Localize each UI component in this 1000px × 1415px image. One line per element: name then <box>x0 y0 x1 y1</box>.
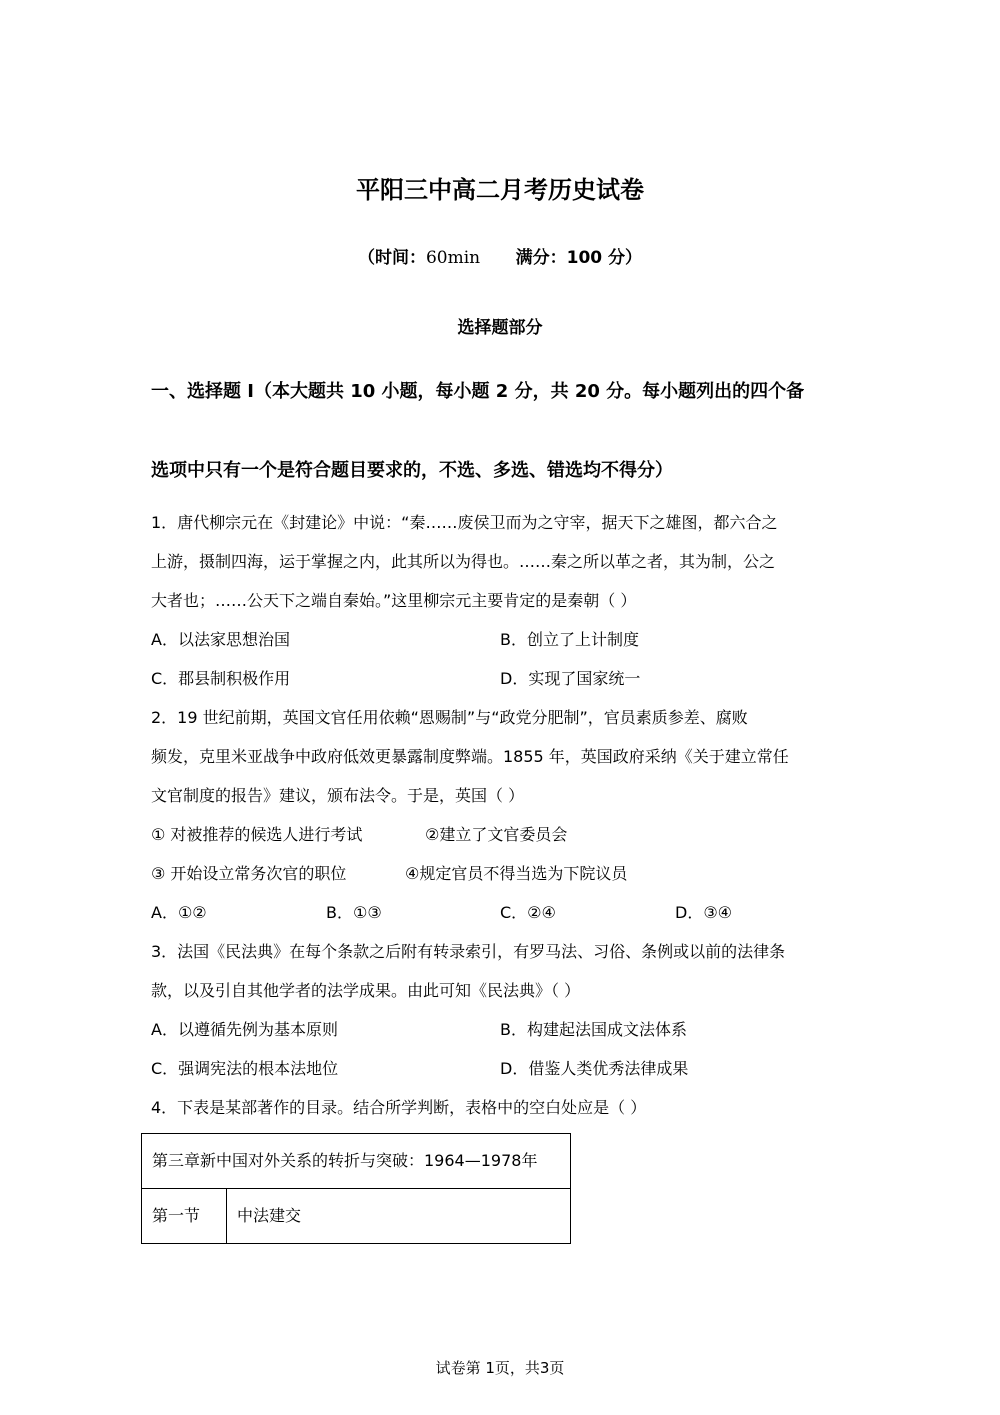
q2-option-c: C．②④ <box>500 903 556 922</box>
q2-line-2: 频发，克里米亚战争中政府低效更暴露制度弊端。1855 年，英国政府采纳《关于建立常任 <box>151 747 789 766</box>
full-score: 满分：100 分） <box>515 248 643 268</box>
time-value: 60min <box>425 248 481 268</box>
q3-option-a: A．以遵循先例为基本原则 <box>151 1020 338 1039</box>
table-row <box>142 1189 571 1244</box>
q1-option-b: B．创立了上计制度 <box>500 630 639 649</box>
q2-statement-3: ③ 开始设立常务次官的职位 <box>151 864 347 883</box>
table-of-contents <box>141 1133 571 1244</box>
exam-meta <box>0 243 1000 268</box>
q2-line-1: 2．19 世纪前期，英国文官任用依赖“恩赐制”与“政党分肥制”，官员素质参差、腐败 <box>151 708 748 727</box>
q2-statement-2: ②建立了文官委员会 <box>425 825 568 844</box>
table-row <box>142 1134 571 1189</box>
instruction-line-2: 选项中只有一个是符合题目要求的，不选、多选、错选均不得分） <box>151 460 673 481</box>
q3-option-c: C．强调宪法的根本法地位 <box>151 1059 339 1078</box>
time-label: （时间： <box>357 248 426 268</box>
q3-line-1: 3．法国《民法典》在每个条款之后附有转录索引，有罗马法、习俗、条例或以前的法律条 <box>151 942 786 961</box>
q2-option-d: D．③④ <box>675 903 733 922</box>
q2-statement-1: ① 对被推荐的候选人进行考试 <box>151 825 363 844</box>
chapter-cell: 第三章新中国对外关系的转折与突破：1964—1978年 <box>142 1134 571 1189</box>
q1-option-a: A．以法家思想治国 <box>151 630 290 649</box>
content-cell: 中法建交 <box>227 1189 571 1244</box>
q1-option-c: C．郡县制积极作用 <box>151 669 291 688</box>
exam-title: 平阳三中高二月考历史试卷 <box>356 176 644 204</box>
section-title: 选择题部分 <box>457 318 543 338</box>
q4-line-1: 4．下表是某部著作的目录。结合所学判断，表格中的空白处应是（ ） <box>151 1098 647 1117</box>
q2-statement-4: ④规定官员不得当选为下院议员 <box>405 864 628 883</box>
section-cell: 第一节 <box>142 1189 227 1244</box>
q2-line-3: 文官制度的报告》建议，颁布法令。于是，英国（ ） <box>151 786 525 805</box>
q1-line-1: 1．唐代柳宗元在《封建论》中说：“秦……废侯卫而为之守宰，据天下之雄图，都六合之 <box>151 513 778 532</box>
q2-option-a: A．①② <box>151 903 207 922</box>
instruction-line-1: 一、选择题 I（本大题共 10 小题，每小题 2 分，共 20 分。每小题列出的四个备 <box>151 381 805 402</box>
q3-line-2: 款，以及引自其他学者的法学成果。由此可知《民法典》（ ） <box>151 981 581 1000</box>
q2-option-b: B．①③ <box>326 903 382 922</box>
page-footer: 试卷第 1页，共3页 <box>435 1359 565 1377</box>
q1-line-3: 大者也；……公天下之端自秦始。”这里柳宗元主要肯定的是秦朝（ ） <box>151 591 637 610</box>
q3-option-d: D．借鉴人类优秀法律成果 <box>500 1059 689 1078</box>
q1-line-2: 上游，摄制四海，运于掌握之内，此其所以为得也。……秦之所以革之者，其为制，公之 <box>151 552 776 571</box>
q3-option-b: B．构建起法国成文法体系 <box>500 1020 687 1039</box>
q1-option-d: D．实现了国家统一 <box>500 669 641 688</box>
